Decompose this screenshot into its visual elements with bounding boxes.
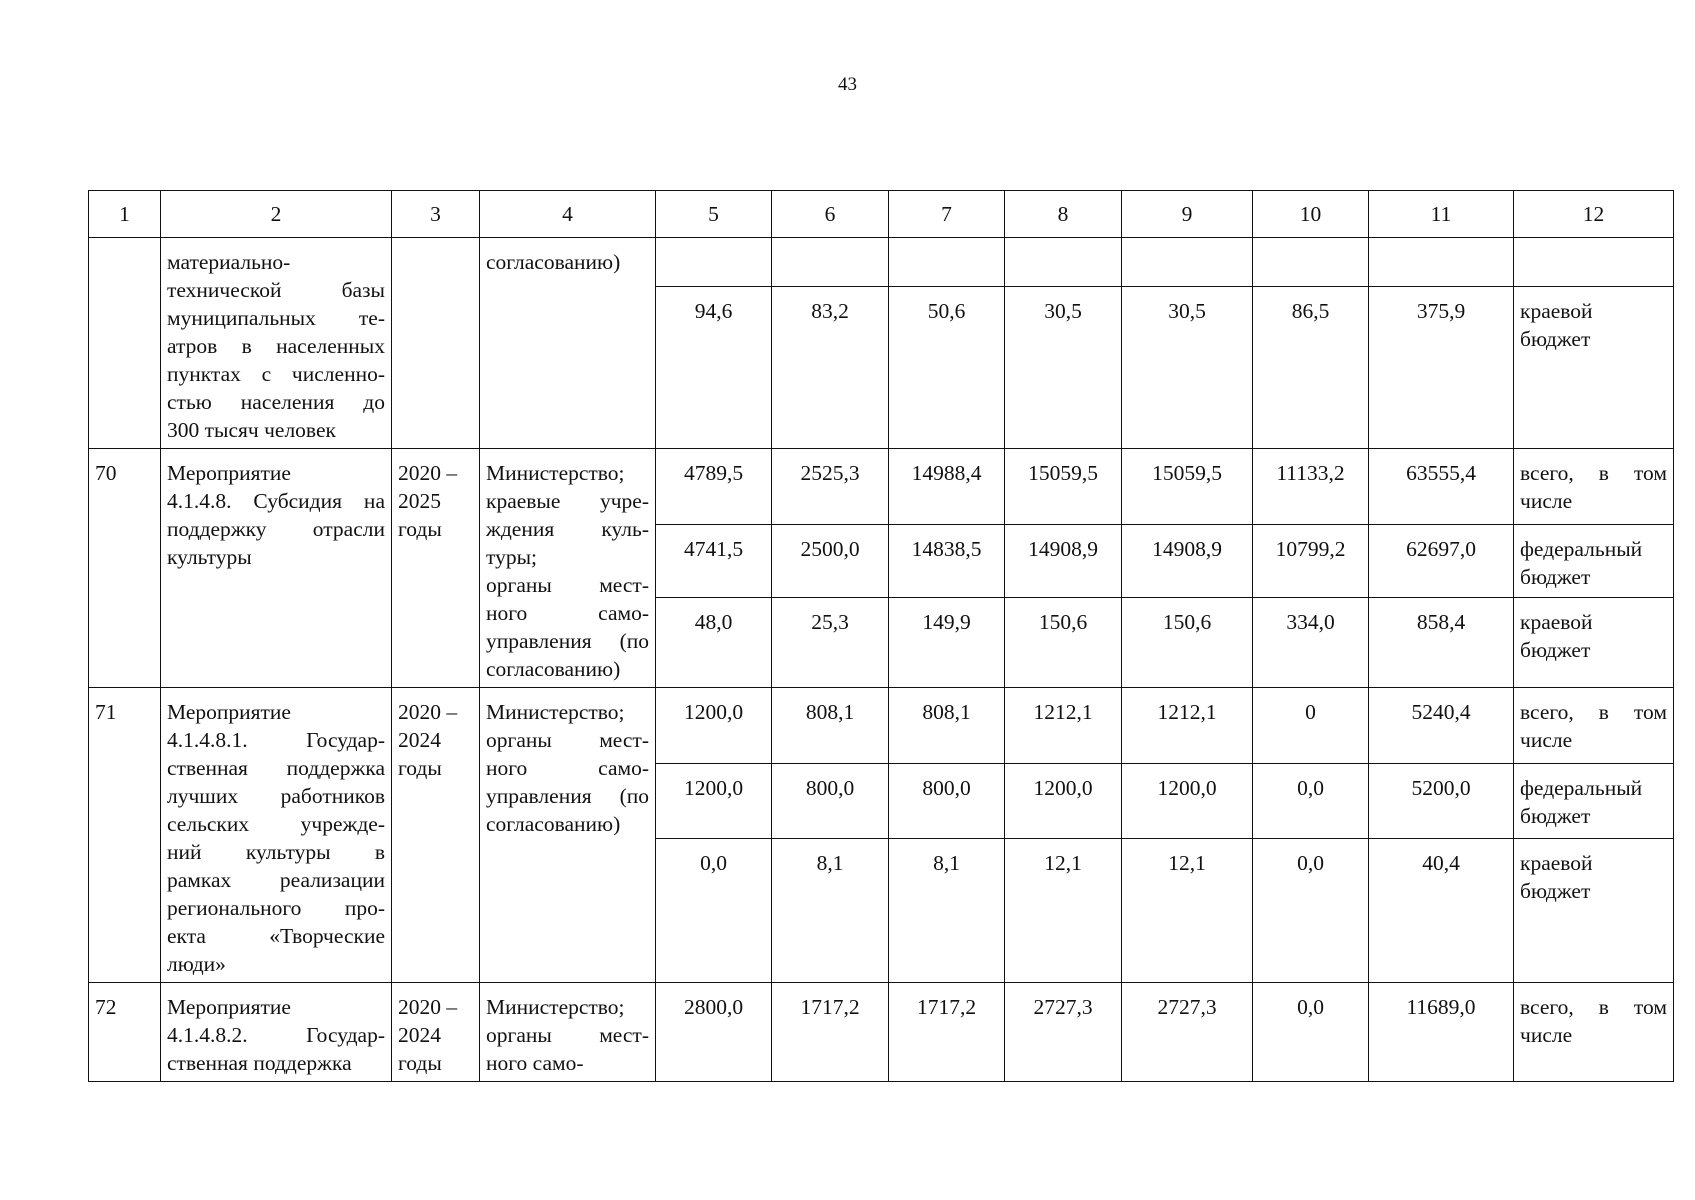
- period: [392, 983, 480, 1082]
- period-line: годы: [398, 517, 442, 541]
- header-cell: 9: [1122, 191, 1253, 238]
- funding-source: всего, в том числе: [1514, 449, 1674, 525]
- value-cell: 800,0: [889, 764, 1005, 838]
- value-cell: 5200,0: [1369, 764, 1514, 838]
- value-cell: 4741,5: [656, 524, 772, 598]
- period-line: 2024: [398, 728, 441, 752]
- header-cell: 8: [1005, 191, 1122, 238]
- header-cell: 3: [392, 191, 480, 238]
- period-line: 2020 –: [398, 461, 458, 485]
- value-cell: 0,0: [1253, 838, 1369, 982]
- empty-cell: [889, 238, 1005, 287]
- empty-cell: [772, 238, 889, 287]
- executor-line: ного само-: [486, 1051, 584, 1075]
- value-cell: 14908,9: [1005, 524, 1122, 598]
- activity-name-line: лучших работников: [167, 784, 385, 808]
- executor-cell: согласованию): [480, 238, 656, 449]
- activity-name-line: Мероприятие: [167, 700, 291, 724]
- empty-cell: [1122, 238, 1253, 287]
- value-cell: 11689,0: [1369, 983, 1514, 1082]
- row-number-cell: [89, 238, 161, 449]
- empty-cell: [1253, 238, 1369, 287]
- value-cell: 858,4: [1369, 598, 1514, 688]
- executor-line: Министерство;: [486, 700, 625, 724]
- executor-line: органы мест-: [486, 1023, 649, 1047]
- value-cell: 63555,4: [1369, 449, 1514, 525]
- header-cell: 10: [1253, 191, 1369, 238]
- value-cell: 149,9: [889, 598, 1005, 688]
- value-cell: 2800,0: [656, 983, 772, 1082]
- executor-line: Министерство;: [486, 995, 625, 1019]
- value-cell: 1200,0: [656, 688, 772, 764]
- header-cell: 4: [480, 191, 656, 238]
- value-cell: 2727,3: [1122, 983, 1253, 1082]
- activity-name-line: ственная поддержка: [167, 1051, 352, 1075]
- executor-line: органы мест-: [486, 728, 649, 752]
- table-row: [89, 688, 1674, 764]
- value-cell: 30,5: [1005, 287, 1122, 449]
- value-cell: 15059,5: [1005, 449, 1122, 525]
- activity-name: [161, 983, 392, 1082]
- funding-source: краевой бюджет: [1514, 598, 1674, 688]
- activity-name-line: люди»: [167, 952, 226, 976]
- value-cell: 25,3: [772, 598, 889, 688]
- header-cell: 6: [772, 191, 889, 238]
- value-cell: 2525,3: [772, 449, 889, 525]
- value-cell: 150,6: [1122, 598, 1253, 688]
- funding-source: всего, в том числе: [1514, 688, 1674, 764]
- value-cell: 48,0: [656, 598, 772, 688]
- value-cell: 50,6: [889, 287, 1005, 449]
- value-cell: 808,1: [772, 688, 889, 764]
- activity-name-line: пунктах с численно-: [167, 362, 385, 386]
- executor-line: ного само-: [486, 601, 649, 625]
- empty-cell: [1369, 238, 1514, 287]
- value-cell: 62697,0: [1369, 524, 1514, 598]
- header-cell: 7: [889, 191, 1005, 238]
- activity-name-line: атров в населенных: [167, 334, 385, 358]
- period-cell: [392, 238, 480, 449]
- value-cell: 15059,5: [1122, 449, 1253, 525]
- header-cell: 5: [656, 191, 772, 238]
- row-number: 70: [89, 449, 161, 688]
- executor-line: управления (по: [486, 629, 649, 653]
- executor: [480, 449, 656, 688]
- header-row: [89, 191, 1674, 238]
- header-cell: 2: [161, 191, 392, 238]
- value-cell: 2500,0: [772, 524, 889, 598]
- value-cell: 14838,5: [889, 524, 1005, 598]
- value-cell: 30,5: [1122, 287, 1253, 449]
- activity-name-line: ственная поддержка: [167, 756, 385, 780]
- value-cell: 10799,2: [1253, 524, 1369, 598]
- period-line: 2024: [398, 1023, 441, 1047]
- activity-name-line: культуры: [167, 545, 252, 569]
- value-cell: 2727,3: [1005, 983, 1122, 1082]
- value-cell: 800,0: [772, 764, 889, 838]
- activity-name-line: муниципальных те-: [167, 306, 385, 330]
- activity-name-line: ний культуры в: [167, 840, 385, 864]
- value-cell: 14988,4: [889, 449, 1005, 525]
- page-number: 43: [838, 74, 857, 95]
- header-cell: 1: [89, 191, 161, 238]
- value-cell: 1717,2: [889, 983, 1005, 1082]
- value-cell: 4789,5: [656, 449, 772, 525]
- activity-name-line: Мероприятие: [167, 461, 291, 485]
- value-cell: 12,1: [1005, 838, 1122, 982]
- value-cell: 1212,1: [1122, 688, 1253, 764]
- value-cell: 1200,0: [1005, 764, 1122, 838]
- funding-source: краевой бюджет: [1514, 287, 1674, 449]
- value-cell: 14908,9: [1122, 524, 1253, 598]
- activity-name-line: 4.1.4.8.2. Государ-: [167, 1023, 385, 1047]
- activity-name-line: материально-: [167, 250, 291, 274]
- activity-name-line: 4.1.4.8. Субсидия на: [167, 489, 385, 513]
- empty-cell: [1514, 238, 1674, 287]
- value-cell: 8,1: [889, 838, 1005, 982]
- activity-name: [161, 238, 392, 449]
- value-cell: 375,9: [1369, 287, 1514, 449]
- value-cell: 1717,2: [772, 983, 889, 1082]
- value-cell: 40,4: [1369, 838, 1514, 982]
- activity-name-line: 300 тысяч человек: [167, 418, 336, 442]
- budget-table: [88, 190, 1674, 1082]
- value-cell: 0,0: [656, 838, 772, 982]
- executor-line: согласованию): [486, 812, 621, 836]
- funding-source: федеральный бюджет: [1514, 764, 1674, 838]
- value-cell: 1212,1: [1005, 688, 1122, 764]
- executor: [480, 983, 656, 1082]
- activity-name-line: технической базы: [167, 278, 385, 302]
- row-number: 72: [89, 983, 161, 1082]
- activity-name-line: рамках реализации: [167, 868, 385, 892]
- funding-source: федеральный бюджет: [1514, 524, 1674, 598]
- executor-line: согласованию): [486, 657, 621, 681]
- period-line: годы: [398, 756, 442, 780]
- value-cell: 0,0: [1253, 983, 1369, 1082]
- executor-line: ждения куль-: [486, 517, 649, 541]
- value-cell: 1200,0: [656, 764, 772, 838]
- period-line: 2025: [398, 489, 441, 513]
- empty-cell: [656, 238, 772, 287]
- value-cell: 808,1: [889, 688, 1005, 764]
- executor-line: органы мест-: [486, 573, 649, 597]
- value-cell: 11133,2: [1253, 449, 1369, 525]
- executor-line: туры;: [486, 545, 538, 569]
- executor-line: ного само-: [486, 756, 649, 780]
- period: [392, 688, 480, 983]
- activity-name-line: сельских учрежде-: [167, 812, 385, 836]
- period-line: 2020 –: [398, 995, 458, 1019]
- row-number: 71: [89, 688, 161, 983]
- period-line: 2020 –: [398, 700, 458, 724]
- value-cell: 86,5: [1253, 287, 1369, 449]
- activity-name-line: стью населения до: [167, 390, 385, 414]
- table-row: [89, 983, 1674, 1082]
- activity-name-line: Мероприятие: [167, 995, 291, 1019]
- value-cell: 83,2: [772, 287, 889, 449]
- header-cell: 11: [1369, 191, 1514, 238]
- activity-name: [161, 688, 392, 983]
- executor-line: краевые учре-: [486, 489, 649, 513]
- value-cell: 0: [1253, 688, 1369, 764]
- activity-name-line: регионального про-: [167, 896, 385, 920]
- activity-name-line: 4.1.4.8.1. Государ-: [167, 728, 385, 752]
- value-cell: 8,1: [772, 838, 889, 982]
- activity-name: [161, 449, 392, 688]
- empty-cell: [1005, 238, 1122, 287]
- continuation-row: [89, 238, 1674, 287]
- value-cell: 5240,4: [1369, 688, 1514, 764]
- value-cell: 334,0: [1253, 598, 1369, 688]
- value-cell: 150,6: [1005, 598, 1122, 688]
- value-cell: 0,0: [1253, 764, 1369, 838]
- value-cell: 12,1: [1122, 838, 1253, 982]
- executor: [480, 688, 656, 983]
- value-cell: 94,6: [656, 287, 772, 449]
- activity-name-line: екта «Творческие: [167, 924, 385, 948]
- executor-line: управления (по: [486, 784, 649, 808]
- funding-source: всего, в том числе: [1514, 983, 1674, 1082]
- activity-name-line: поддержку отрасли: [167, 517, 385, 541]
- period: [392, 449, 480, 688]
- period-line: годы: [398, 1051, 442, 1075]
- header-cell: 12: [1514, 191, 1674, 238]
- executor-line: Министерство;: [486, 461, 625, 485]
- value-cell: 1200,0: [1122, 764, 1253, 838]
- table-row: [89, 449, 1674, 525]
- funding-source: краевой бюджет: [1514, 838, 1674, 982]
